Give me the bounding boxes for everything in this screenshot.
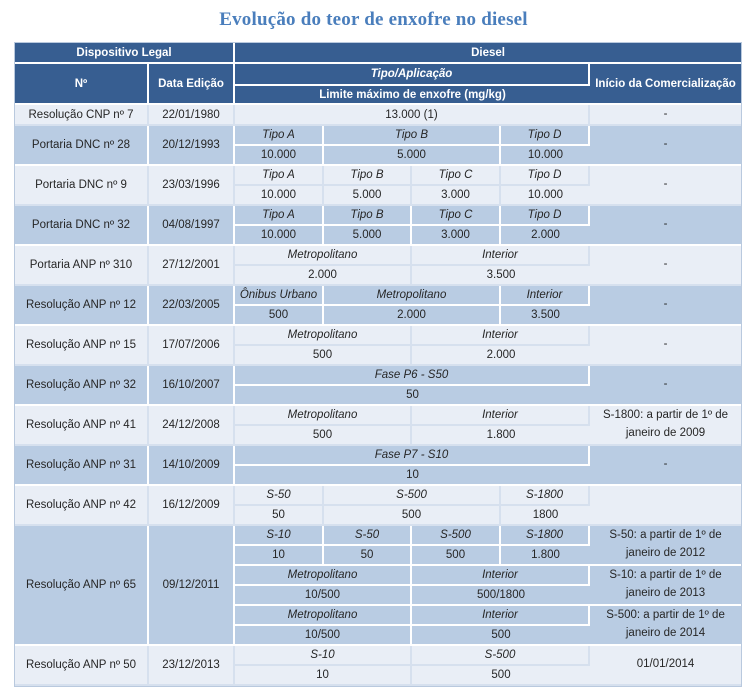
type-label-cell: S-50	[235, 486, 324, 506]
law-name-cell: Portaria DNC nº 9	[15, 166, 149, 206]
limit-value-cell: 3.500	[412, 266, 590, 286]
type-label-cell: S-1800	[501, 486, 590, 506]
limit-value-cell: 2.000	[501, 226, 590, 246]
header-diesel: Diesel	[235, 43, 741, 64]
law-name-cell: Resolução ANP nº 41	[15, 406, 149, 446]
commercialization-cell: S-50: a partir de 1º de janeiro de 2012	[590, 526, 741, 566]
edition-date-cell: 09/12/2011	[149, 526, 235, 646]
law-name-cell: Resolução ANP nº 12	[15, 286, 149, 326]
limit-value-cell: 5.000	[324, 146, 501, 166]
limit-value-cell: 1800	[501, 506, 590, 526]
commercialization-cell: 01/01/2014	[590, 646, 741, 686]
limit-value-cell: 500	[412, 666, 590, 686]
limit-value-cell: 10	[235, 666, 412, 686]
limit-value-cell: 5.000	[324, 226, 412, 246]
limit-value-cell: 10.000	[235, 186, 324, 206]
limit-value-cell: 3.500	[501, 306, 590, 326]
limit-value-cell: 10	[235, 466, 590, 486]
limit-value-cell: 3.000	[412, 186, 501, 206]
type-label-cell: Tipo A	[235, 126, 324, 146]
type-label-cell: Tipo D	[501, 206, 590, 226]
type-label-cell: S-500	[324, 486, 501, 506]
type-label-cell: Interior	[412, 606, 590, 626]
type-label-cell: S-10	[235, 526, 324, 546]
law-name-cell: Portaria ANP nº 310	[15, 246, 149, 286]
type-label-cell: S-50	[324, 526, 412, 546]
limit-value-cell: 1.800	[501, 546, 590, 566]
type-label-cell: Metropolitano	[235, 246, 412, 266]
type-label-cell: Tipo D	[501, 166, 590, 186]
type-label-cell: Tipo B	[324, 166, 412, 186]
limit-value-cell: 500	[235, 306, 324, 326]
law-name-cell: Resolução ANP nº 50	[15, 646, 149, 686]
limit-value-cell: 500	[412, 626, 590, 646]
header-dispositivo-legal: Dispositivo Legal	[15, 43, 235, 64]
type-label-cell: S-1800	[501, 526, 590, 546]
limit-value-cell: 13.000 (1)	[235, 105, 590, 126]
limit-value-cell: 3.000	[412, 226, 501, 246]
type-label-cell: Fase P6 - S50	[235, 366, 590, 386]
type-label-cell: Interior	[412, 566, 590, 586]
header-limite-maximo: Limite máximo de enxofre (mg/kg)	[235, 86, 590, 105]
type-label-cell: S-500	[412, 646, 590, 666]
header-data-edicao: Data Edição	[149, 64, 235, 105]
commercialization-cell: -	[590, 126, 741, 166]
edition-date-cell: 20/12/1993	[149, 126, 235, 166]
page-title: Evolução do teor de enxofre no diesel	[219, 9, 528, 30]
type-label-cell: Metropolitano	[235, 326, 412, 346]
commercialization-cell: -	[590, 206, 741, 246]
law-name-cell: Portaria DNC nº 32	[15, 206, 149, 246]
limit-value-cell: 10/500	[235, 586, 412, 606]
edition-date-cell: 23/12/2013	[149, 646, 235, 686]
limit-value-cell: 50	[324, 546, 412, 566]
commercialization-cell: -	[590, 366, 741, 406]
law-name-cell: Resolução ANP nº 32	[15, 366, 149, 406]
type-label-cell: Interior	[501, 286, 590, 306]
header-inicio-comercializacao: Início da Comercialização	[590, 64, 741, 105]
limit-value-cell: 50	[235, 386, 590, 406]
type-label-cell: S-10	[235, 646, 412, 666]
law-name-cell: Resolução ANP nº 42	[15, 486, 149, 526]
limit-value-cell: 10.000	[235, 146, 324, 166]
limit-value-cell: 500	[412, 546, 501, 566]
type-label-cell: Tipo B	[324, 206, 412, 226]
sulfur-evolution-table	[14, 42, 742, 687]
type-label-cell: Tipo A	[235, 206, 324, 226]
limit-value-cell: 2.000	[235, 266, 412, 286]
edition-date-cell: 24/12/2008	[149, 406, 235, 446]
edition-date-cell: 22/01/1980	[149, 105, 235, 126]
edition-date-cell: 22/03/2005	[149, 286, 235, 326]
header-tipo-aplicacao: Tipo/Aplicação	[235, 64, 590, 86]
commercialization-cell: -	[590, 105, 741, 126]
law-name-cell: Resolução ANP nº 15	[15, 326, 149, 366]
commercialization-cell: -	[590, 446, 741, 486]
page	[0, 9, 747, 687]
type-label-cell: Tipo B	[324, 126, 501, 146]
type-label-cell: Metropolitano	[235, 606, 412, 626]
limit-value-cell: 500	[235, 426, 412, 446]
edition-date-cell: 27/12/2001	[149, 246, 235, 286]
limit-value-cell: 50	[235, 506, 324, 526]
type-label-cell: Metropolitano	[235, 566, 412, 586]
commercialization-cell: S-1800: a partir de 1º de janeiro de 2009	[590, 406, 741, 446]
limit-value-cell: 10.000	[501, 186, 590, 206]
limit-value-cell: 10/500	[235, 626, 412, 646]
edition-date-cell: 04/08/1997	[149, 206, 235, 246]
law-name-cell: Resolução ANP nº 31	[15, 446, 149, 486]
type-label-cell: Tipo C	[412, 166, 501, 186]
limit-value-cell: 500	[324, 506, 501, 526]
commercialization-cell	[590, 486, 741, 526]
edition-date-cell: 14/10/2009	[149, 446, 235, 486]
limit-value-cell: 5.000	[324, 186, 412, 206]
type-label-cell: Ônibus Urbano	[235, 286, 324, 306]
type-label-cell: Tipo A	[235, 166, 324, 186]
commercialization-cell: S-10: a partir de 1º de janeiro de 2013	[590, 566, 741, 606]
edition-date-cell: 16/12/2009	[149, 486, 235, 526]
type-label-cell: Metropolitano	[324, 286, 501, 306]
edition-date-cell: 16/10/2007	[149, 366, 235, 406]
commercialization-cell: -	[590, 326, 741, 366]
limit-value-cell: 500	[235, 346, 412, 366]
limit-value-cell: 10	[235, 546, 324, 566]
type-label-cell: S-500	[412, 526, 501, 546]
type-label-cell: Tipo D	[501, 126, 590, 146]
edition-date-cell: 23/03/1996	[149, 166, 235, 206]
limit-value-cell: 10.000	[235, 226, 324, 246]
type-label-cell: Interior	[412, 406, 590, 426]
type-label-cell: Metropolitano	[235, 406, 412, 426]
law-name-cell: Resolução CNP nº 7	[15, 105, 149, 126]
type-label-cell: Interior	[412, 246, 590, 266]
limit-value-cell: 10.000	[501, 146, 590, 166]
commercialization-cell: -	[590, 166, 741, 206]
law-name-cell: Portaria DNC nº 28	[15, 126, 149, 166]
commercialization-cell: S-500: a partir de 1º de janeiro de 2014	[590, 606, 741, 646]
law-name-cell: Resolução ANP nº 65	[15, 526, 149, 646]
limit-value-cell: 500/1800	[412, 586, 590, 606]
commercialization-cell: -	[590, 246, 741, 286]
type-label-cell: Fase P7 - S10	[235, 446, 590, 466]
header-numero: Nº	[15, 64, 149, 105]
commercialization-cell: -	[590, 286, 741, 326]
limit-value-cell: 2.000	[324, 306, 501, 326]
limit-value-cell: 1.800	[412, 426, 590, 446]
type-label-cell: Interior	[412, 326, 590, 346]
type-label-cell: Tipo C	[412, 206, 501, 226]
limit-value-cell: 2.000	[412, 346, 590, 366]
edition-date-cell: 17/07/2006	[149, 326, 235, 366]
